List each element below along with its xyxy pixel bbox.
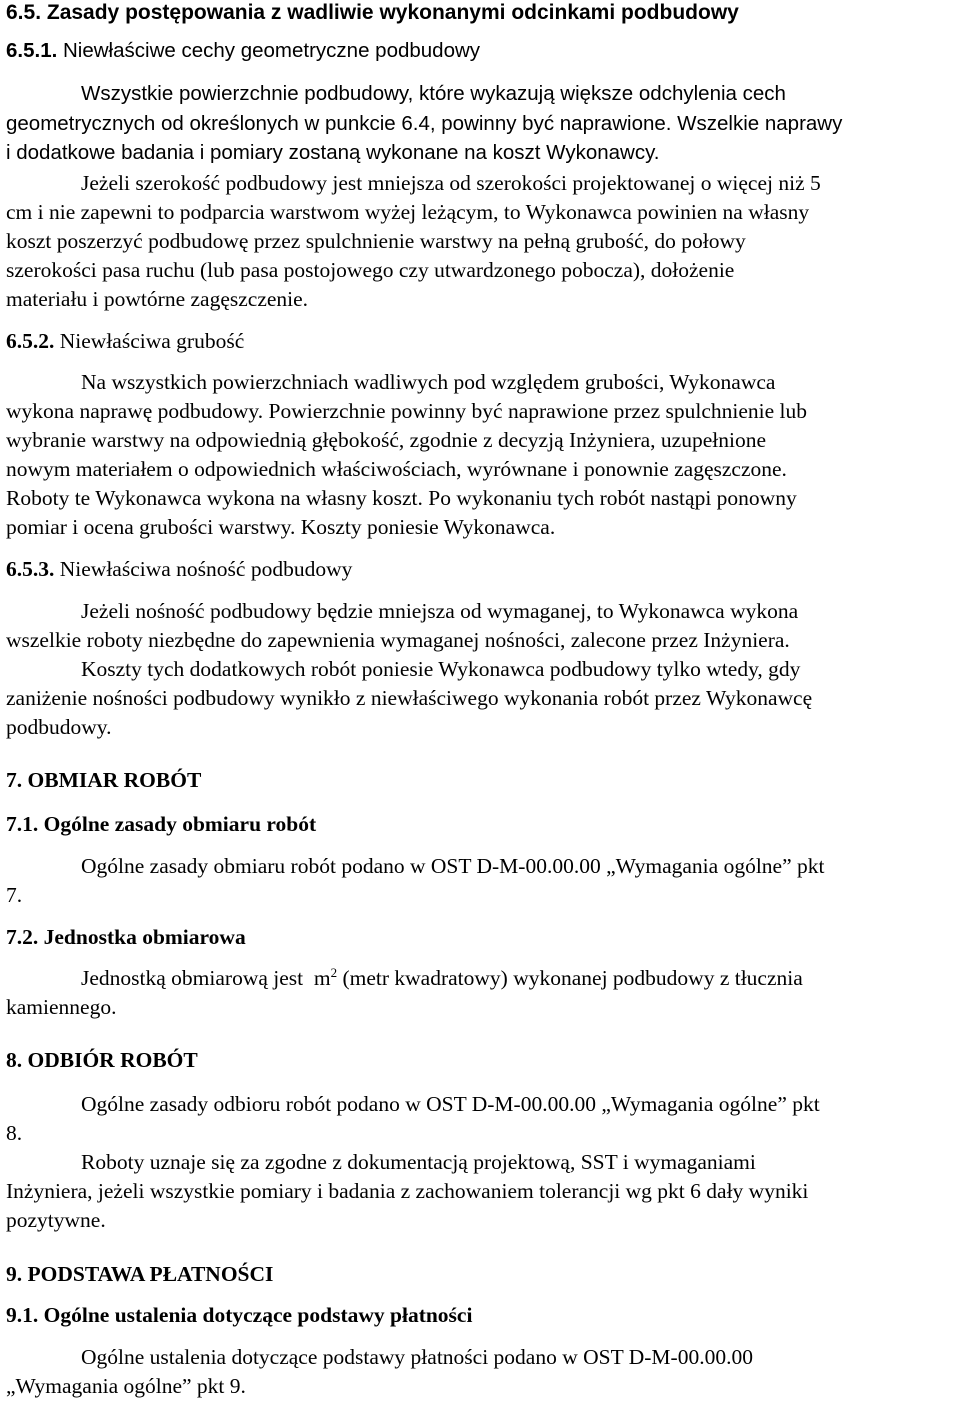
paragraph-line: materiału i powtórne zagęszczenie. [6, 287, 309, 311]
paragraph-line: „Wymagania ogólne” pkt 9. [6, 1374, 246, 1398]
paragraph-line: wykona naprawę podbudowy. Powierzchnie powinny być naprawione przez spulchnienie lub [6, 399, 808, 423]
text-run: (metr kwadratowy) wykonanej podbudowy z tłucznia [337, 966, 803, 990]
section-heading: 7. OBMIAR ROBÓT [6, 768, 202, 792]
section-heading: 9. PODSTAWA PŁATNOŚCI [6, 1262, 274, 1286]
heading-number: 6.5.2. [6, 329, 55, 353]
paragraph-line: 7. [6, 883, 23, 907]
paragraph-line: Wszystkie powierzchnie podbudowy, które wykazują większe odchylenia cech [81, 82, 786, 105]
section-heading: 8. ODBIÓR ROBÓT [6, 1048, 198, 1072]
heading-text: Jednostka obmiarowa [38, 925, 246, 949]
paragraph-line: Koszty tych dodatkowych robót poniesie Wykonawca podbudowy tylko wtedy, gdy [81, 657, 801, 681]
paragraph-line: pozytywne. [6, 1208, 106, 1232]
paragraph-line: Ogólne zasady obmiaru robót podano w OST D-M-00.00.00 „Wymagania ogólne” pkt [81, 854, 825, 878]
paragraph-line: nowym materiałem o odpowiednich właściwościach, wyrównane i ponownie zagęszczone. [6, 457, 787, 481]
heading-number: 6.5.1. [6, 39, 58, 62]
paragraph-line: Na wszystkich powierzchniach wadliwych pod względem grubości, Wykonawca [81, 370, 776, 394]
text-run: geometrycznych od określonych w punkcie 6.4, powinny być naprawione. Wszelkie naprawy [6, 112, 843, 135]
paragraph-line: Roboty uznaje się za zgodne z dokumentacją projektową, SST i wymaganiami [81, 1150, 756, 1174]
paragraph-line: cm i nie zapewni to podparcia warstwom wyżej leżącym, to Wykonawca powinien na własny [6, 200, 810, 224]
paragraph-line [6, 112, 842, 136]
paragraph-line: i dodatkowe badania i pomiary zostaną wykonane na koszt Wykonawcy. [6, 141, 660, 164]
heading-text: Niewłaściwa nośność podbudowy [54, 557, 353, 581]
paragraph-line: Roboty te Wykonawca wykona na własny koszt. Po wykonaniu tych robót nastąpi ponowny [6, 486, 797, 510]
paragraph-line [81, 966, 803, 990]
superscript: 2 [330, 965, 338, 980]
subsection-heading [6, 925, 246, 949]
paragraph-line: Jeżeli szerokość podbudowy jest mniejsza od szerokości projektowanej o więcej niż 5 [81, 171, 821, 195]
subsection-heading [6, 329, 244, 353]
paragraph-line: wszelkie roboty niezbędne do zapewnienia wymaganej nośności, zalecone przez Inżyniera. [6, 628, 790, 652]
subsection-heading [6, 557, 352, 581]
paragraph-line: podbudowy. [6, 715, 112, 739]
subsection-heading: 9.1. Ogólne ustalenia dotyczące podstawy płatności [6, 1303, 473, 1327]
paragraph-line: 8. [6, 1121, 23, 1145]
paragraph-line: Ogólne ustalenia dotyczące podstawy płatności podano w OST D-M-00.00.00 [81, 1345, 753, 1369]
paragraph-line: Jeżeli nośność podbudowy będzie mniejsza od wymaganej, to Wykonawca wykona [81, 599, 799, 623]
paragraph-line: szerokości pasa ruchu (lub pasa postojowego czy utwardzonego pobocza), dołożenie [6, 258, 735, 282]
paragraph-line: kamiennego. [6, 995, 117, 1019]
paragraph-line: zaniżenie nośności podbudowy wynikło z niewłaściwego wykonania robót przez Wykonawcę [6, 686, 813, 710]
heading-text: Niewłaściwe cechy geometryczne podbudowy [57, 39, 481, 62]
paragraph-line: wybranie warstwy na odpowiednią głębokość, zgodnie z decyzją Inżyniera, uzupełnione [6, 428, 766, 452]
paragraph-line: koszt poszerzyć podbudowę przez spulchnienie warstwy na pełną grubość, do połowy [6, 229, 746, 253]
paragraph-line: Ogólne zasady odbioru robót podano w OST D-M-00.00.00 „Wymagania ogólne” pkt [81, 1092, 820, 1116]
section-heading: 6.5. Zasady postępowania z wadliwie wykonanymi odcinkami podbudowy [6, 1, 739, 24]
paragraph-line: Inżyniera, jeżeli wszystkie pomiary i badania z zachowaniem tolerancji wg pkt 6 dały wyniki [6, 1179, 809, 1203]
text-run: Jednostką obmiarową jest m [81, 966, 331, 990]
heading-number: 6.5.3. [6, 557, 55, 581]
paragraph-line: pomiar i ocena grubości warstwy. Koszty poniesie Wykonawca. [6, 515, 556, 539]
heading-text: Niewłaściwa grubość [54, 329, 245, 353]
heading-number: 7.2. [6, 925, 39, 949]
subsection-heading: 7.1. Ogólne zasady obmiaru robót [6, 812, 317, 836]
subsection-heading [6, 39, 480, 63]
